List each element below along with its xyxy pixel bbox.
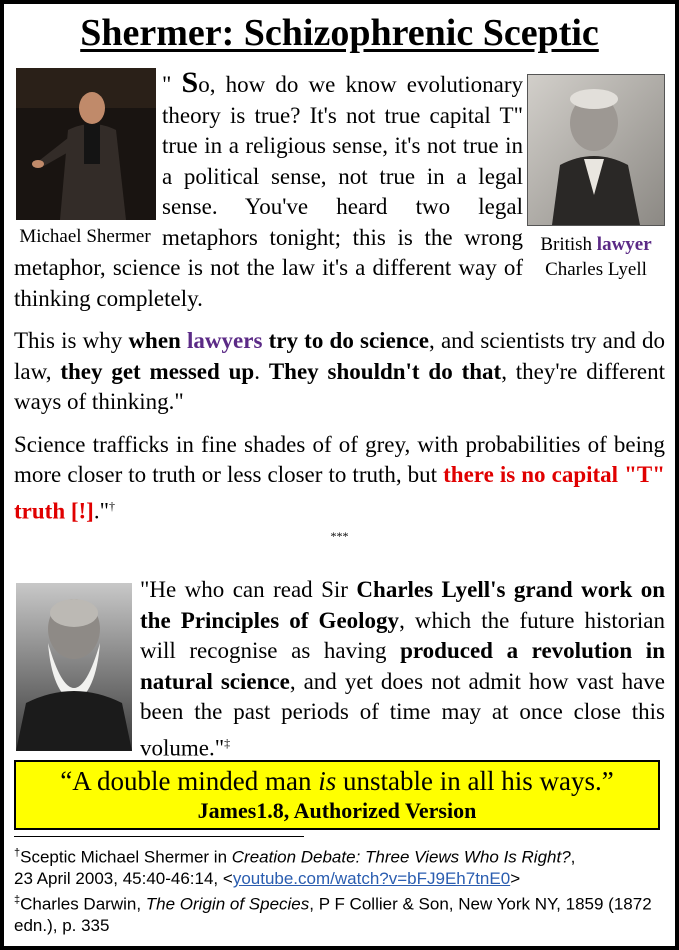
verse-reference: James1.8, Authorized Version bbox=[197, 798, 477, 823]
section-separator: *** bbox=[330, 528, 349, 543]
shermer-quote-paragraph: " So, how do we know evolutionary theory is true? It's not true capital T" true in a religious sense, it's not true in a political sense, not true in a legal sense. You've heard two legal metaphors tonight; this is the wrong metaphor, science is not the law it's a different way of thinking completely. bbox=[14, 66, 523, 311]
shermer-caption: Michael Shermer bbox=[19, 226, 151, 247]
dropcap: S bbox=[181, 66, 199, 99]
verse-text: “A double minded man is unstable in all his ways.” bbox=[60, 766, 614, 796]
verse-box bbox=[14, 760, 660, 830]
lawyers-paragraph: This is why when lawyers try to do science, and scientists try and do law, they get messed up. They shouldn't do that, they're different ways of thinking." bbox=[14, 328, 666, 414]
darwin-photo-image bbox=[16, 583, 132, 751]
page-title: Shermer: Schizophrenic Sceptic bbox=[80, 12, 599, 54]
science-paragraph: Science trafficks in fine shades of of grey, with probabilities of being more closer to truth or less closer to truth, but there is no capital "T" truth [!]."† bbox=[14, 431, 665, 524]
darwin-quote: "He who can read Sir Charles Lyell's grand work on the Principles of Geology, which the future historian will recognise as having produced a revolution in natural science, and yet does not admit how vast have been the past periods of time may at once close this volume."‡ bbox=[140, 577, 666, 761]
footnote-2: ‡Charles Darwin, The Origin of Species, P F Collier & Son, New York NY, 1859 (1872 edn.), p. 335 bbox=[14, 893, 652, 935]
lyell-caption: British lawyer Charles Lyell bbox=[540, 234, 652, 280]
footnote-rule bbox=[14, 836, 304, 837]
darwin-photo bbox=[16, 583, 132, 751]
youtube-link[interactable]: youtube.com/watch?v=bFJ9Eh7tnE0 bbox=[232, 869, 511, 889]
footnote-1: †Sceptic Michael Shermer in Creation Debate: Three Views Who Is Right?, 23 April 2003, 45:40-46:14, <youtube.com/watch?v=bFJ9Eh7tnE0> bbox=[14, 847, 576, 889]
footnotes bbox=[14, 836, 654, 936]
